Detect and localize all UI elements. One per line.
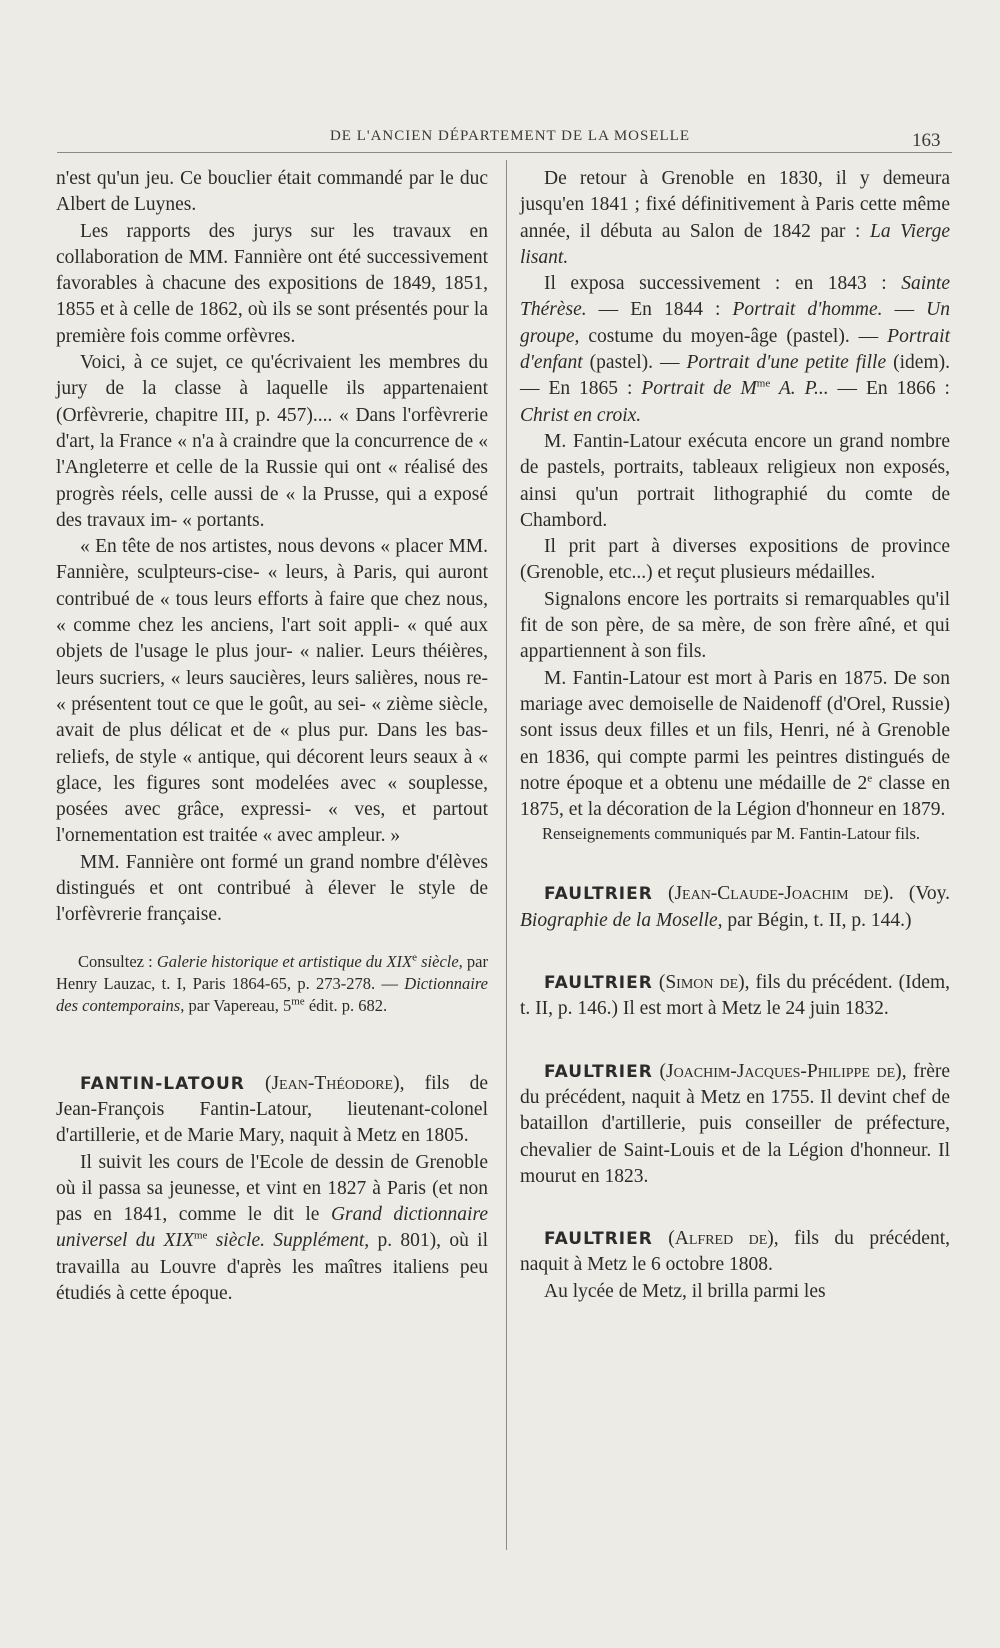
cited-title: Portrait d'homme. [732, 299, 883, 321]
entry-forenames: (Simon de) [658, 972, 745, 994]
cited-title: Portrait de M [641, 378, 757, 400]
cited-title: Grand dictionnaire universel du XIX [56, 1204, 488, 1252]
running-head: DE L'ANCIEN DÉPARTEMENT DE LA MOSELLE [329, 128, 691, 144]
cited-title: Portrait d'une petite fille [686, 352, 887, 374]
entry-headword: FAULTRIER [544, 1061, 653, 1082]
paragraph [520, 666, 950, 824]
entry-forenames: (Joachim-Jacques-Philippe de) [659, 1060, 902, 1082]
paragraph-text: classe en 1875, et la décoration de la Légion d'honneur en 1879. [520, 772, 951, 821]
entry-text: , frère du précédent, naquit à Metz en 1755. Il devint chef de bataillon d'artillerie, puis conseiller de préfecture, chevalier de Saint-Louis et de la Légion d'honneur. Il mourut en 1823. [520, 1060, 950, 1187]
left-column [56, 166, 488, 1307]
entry-text: , fils du précédent, naquit à Metz le 6 octobre 1808. [520, 1228, 951, 1276]
paragraph: MM. Fannière ont formé un grand nombre d'élèves distingués et ont contribué à élever le style de l'orfèvrerie française. [56, 851, 488, 926]
cited-title: Christ en croix. [520, 404, 642, 426]
entry-faultrier-alfred [520, 1226, 950, 1279]
paragraph-text: — [882, 299, 927, 321]
paragraph-text: Il exposa successivement : en 1843 : [544, 273, 902, 295]
paragraph-text: costume du moyen-âge (pastel). — [579, 325, 888, 347]
cited-title-part: XIX [386, 951, 413, 971]
paragraph-text: — En 1866 : [828, 378, 950, 400]
cited-title-part: siècle [416, 951, 459, 971]
note-text: édit. p. 682. [304, 995, 388, 1015]
superscript: me [291, 995, 305, 1008]
cited-title-part: siècle. Supplément [207, 1230, 365, 1252]
entry-headword: FAULTRIER [544, 1229, 653, 1250]
quotation-paragraph: « En tête de nos artistes, nous devons « placer MM. Fannière, sculpteurs-cise- « leurs, à Paris, qui auront contribué de « tous leurs efforts à faire que chez nous, « comme chez les anciens, l'art soit appli- « qué aux objets de l'usage le plus jour- « nalier. Leurs théières, leurs sucriers, « leurs saucières, leurs salières, nous re- « présentent tout ce que le goût, au sei- « zième siècle, avait de plus délicat et de « plus pur. Dans les bas-reliefs, de style « antique, qui décorent leurs seaux à « glace, les figures sont modelées avec « souplesse, posées avec grâce, expressi- « ves, et partout l'ornementation est traitée « avec ampleur. » [56, 536, 488, 847]
cited-title: Galerie historique et artistique du [156, 951, 383, 971]
paragraph-text: — En 1844 : [586, 299, 733, 321]
entry-text: par Bégin, t. II, p. 144.) [722, 909, 912, 931]
cited-title: Sainte Thérèse. [520, 273, 950, 321]
note-label: Consultez : [78, 951, 153, 971]
entry-text: , fils de Jean-François Fantin-Latour, lieutenant-colonel d'artillerie, et de Marie Mary, naquit à Metz en 1805. [56, 1072, 488, 1147]
paragraph-text: De retour à Grenoble en 1830, il y demeura jusqu'en 1841 ; fixé définitivement à Paris cette même année, il débuta au Salon de 1842 par : [520, 168, 950, 242]
entry-headword: FAULTRIER [544, 884, 653, 905]
superscript: me [756, 377, 771, 390]
paragraph-text: (idem).— En 1865 : [520, 352, 950, 400]
cited-title-part: A. P... [770, 378, 829, 400]
cited-title: Dictionnaire des contemporains [56, 973, 488, 1015]
source-note: Renseignements communiqués par M. Fantin-Latour fils. [542, 824, 921, 844]
cited-title: La Vierge lisant. [520, 220, 950, 268]
paragraph-text: M. Fantin-Latour est mort à Paris en 1875. De son mariage avec demoiselle de Naidenoff (d'Orel, Russie) sont issus deux filles et un fils, Henri, né à Grenoble en 1836, qui compte parmi les peintres distingués de notre époque et a obtenu une médaille de 2 [520, 667, 950, 794]
entry-forenames: (Jean-Théodore) [264, 1072, 400, 1094]
paragraph: M. Fantin-Latour exécuta encore un grand nombre de pastels, portraits, tableaux religieux non exposés, ainsi qu'un portrait lithographié du comte de Chambord. [520, 430, 950, 531]
entry-faultrier-simon [520, 970, 950, 1023]
entry-text: , fils du précédent. (Idem, t. II, p. 146.) Il est mort à Metz le 24 juin 1832. [520, 972, 951, 1020]
bibliography-note [56, 951, 488, 1017]
column-divider [506, 160, 507, 1550]
paragraph [520, 166, 950, 271]
cited-title: Biographie de la Moselle, [520, 909, 723, 931]
paragraph: Au lycée de Metz, il brilla parmi les [544, 1280, 826, 1302]
note-text: , par Henry Lauzac, t. I, Paris 1864-65, p. 273-278. — [56, 951, 488, 993]
exhibitions-paragraph [520, 271, 950, 429]
entry-forenames: (Jean-Claude-Joachim de) [667, 883, 889, 905]
superscript: e [867, 772, 873, 785]
entry-forenames: (Alfred de) [668, 1228, 774, 1250]
entry-text: . (Voy. [888, 883, 951, 905]
paragraph [56, 1150, 488, 1308]
entry-faultrier-jean-claude-joachim [520, 881, 950, 934]
paragraph: Les rapports des jurys sur les travaux en collaboration de MM. Fannière ont été successivement favorables à chacune des expositions de 1849, 1851, 1855 et à celle de 1862, où ils se sont présentés pour la première fois comme orfèvres. [56, 220, 488, 347]
paragraph-text: Il suivit les cours de l'Ecole de dessin de Grenoble où il passa sa jeunesse, et vint en 1827 à Paris (et non pas en 1841, comme le dit le [56, 1151, 488, 1226]
paragraph: Signalons encore les portraits si remarquables qu'il fit de son père, de sa mère, de son frère aîné, et qui appartiennent à son fils. [520, 588, 950, 663]
cited-title: Portrait d'enfant [520, 325, 950, 374]
paragraph-text: (pastel). — [582, 352, 687, 374]
superscript: e [412, 951, 417, 964]
right-column [520, 166, 950, 1305]
header-rule [57, 152, 952, 153]
paragraph: Il prit part à diverses expositions de province (Grenoble, etc...) et reçut plusieurs médailles. [520, 536, 950, 584]
cited-title: Un groupe, [520, 299, 950, 347]
page-number: 163 [912, 130, 941, 151]
paragraph: n'est qu'un jeu. Ce bouclier était commandé par le duc Albert de Luynes. [56, 168, 488, 216]
note-text: , par Vapereau, 5 [180, 995, 292, 1015]
paragraph: Voici, à ce sujet, ce qu'écrivaient les membres du jury de la classe à laquelle ils appartenaient (Orfèvrerie, chapitre III, p. 457).... « Dans l'orfèvrerie d'art, la France « n'a à craindre que la concurrence de « l'Angleterre et celle de la Russie qui ont « réalisé des progrès réels, celle aussi de « la Prusse, qui a exposé des travaux im- « portants. [56, 352, 488, 531]
entry-fantin-latour [56, 1071, 488, 1150]
entry-faultrier-joachim-jacques-philippe [520, 1059, 950, 1190]
paragraph-text: , p. 801), où il travailla au Louvre d'après les maîtres italiens peu étudiés à cette époque. [56, 1230, 488, 1304]
entry-headword: FANTIN-LATOUR [80, 1073, 245, 1094]
entry-headword: FAULTRIER [544, 973, 653, 994]
superscript: me [193, 1229, 208, 1242]
